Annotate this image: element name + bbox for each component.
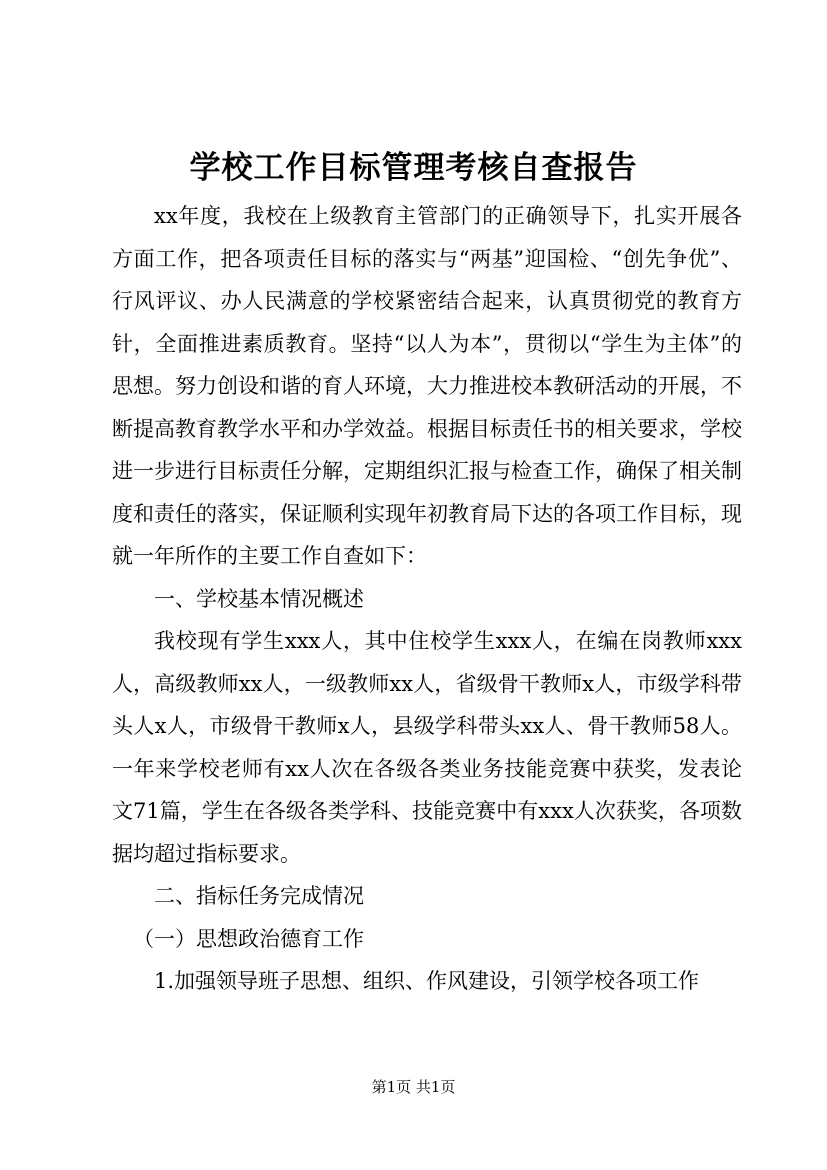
paragraph-item-1: 1.加强领导班子思想、组织、作风建设，引领学校各项工作 <box>154 969 700 993</box>
document-title: 学校工作目标管理考核自查报告 <box>189 150 638 186</box>
section-heading-1: 一、学校基本情况概述 <box>154 586 364 611</box>
document-body <box>112 195 742 1003</box>
page-footer: 第1页 共1页 <box>371 1078 456 1096</box>
section-heading-2: 二、指标任务完成情况 <box>154 884 364 908</box>
paragraph-intro: xx年度，我校在上级教育主管部门的正确领导下，扎实开展各方面工作，把各项责任目标的落实与“两基”迎国检、“创先争优”、行风评议、办人民满意的学校紧密结合起来，认真贯彻党的教育方针，全面推进素质教育。坚持“以人为本”，贯彻以“学生为主体”的思想。努力创设和谐的育人环境，大力推进校本教研活动的开展，不断提高教育教学水平和办学效益。根据目标责任书的相关要求，学校进一步进行目标责任分解，定期组织汇报与检查工作，确保了相关制度和责任的落实，保证顺利实现年初教育局下达的各项工作目标，现就一年所作的主要工作自查如下： <box>112 204 742 568</box>
paragraph-basic-info: 我校现有学生xxx人，其中住校学生xxx人，在编在岗教师xxx人，高级教师xx人，一级教师xx人，省级骨干教师x人，市级学科带头人x人，市级骨干教师x人，县级学科带头xx人、骨干教师58人。一年来学校老师有xx人次在各级各类业务技能竞赛中获奖，发表论文71篇，学生在各级各类学科、技能竞赛中有xxx人次获奖，各项数据均超过指标要求。 <box>112 629 742 866</box>
subsection-heading: （一）思想政治德育工作 <box>133 926 364 951</box>
